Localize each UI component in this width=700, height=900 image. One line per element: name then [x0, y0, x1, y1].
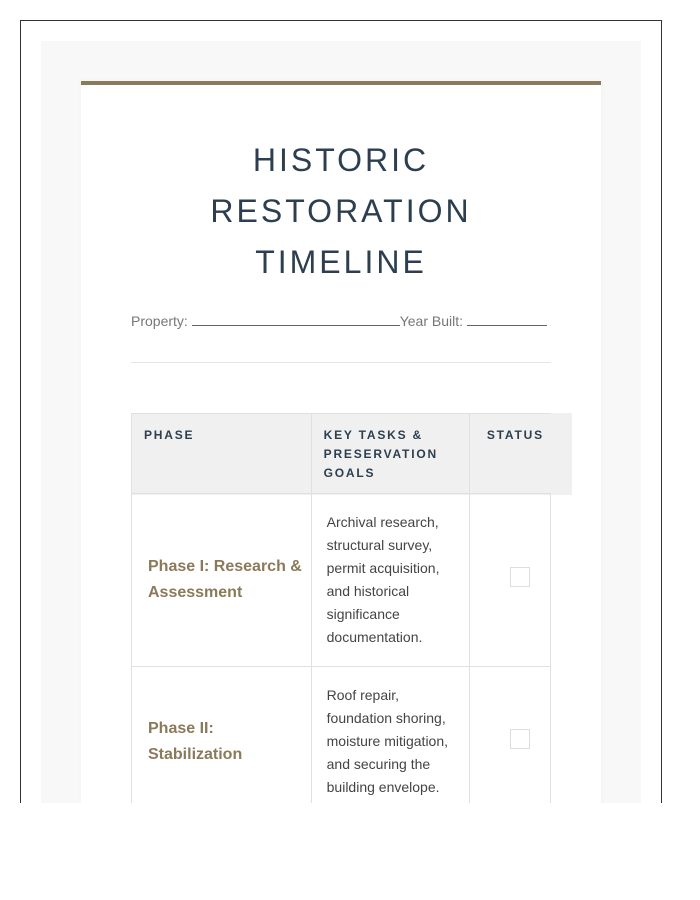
year-built-field[interactable] — [467, 311, 547, 326]
phase-tasks: Roof repair, foundation shoring, moisture mitigation, and securing the building envelope. — [311, 667, 470, 804]
phase-tasks: Archival research, structural survey, permit acquisition, and historical significance documentation. — [311, 494, 470, 667]
property-label: Property: — [131, 313, 188, 329]
divider — [131, 362, 551, 363]
timeline-table — [131, 413, 551, 803]
header-status: STATUS — [470, 414, 551, 494]
year-built-label: Year Built: — [399, 313, 464, 329]
page-frame — [20, 20, 662, 803]
status-cell — [470, 667, 551, 804]
title-line: RESTORATION — [210, 193, 472, 229]
page-title — [81, 135, 601, 288]
status-cell — [470, 494, 551, 667]
document-card — [81, 81, 601, 803]
table-row — [132, 494, 551, 667]
table-header-row — [132, 414, 551, 494]
status-checkbox[interactable] — [510, 567, 530, 587]
phase-name: Phase II: Stabilization — [132, 667, 312, 804]
title-line: HISTORIC — [252, 142, 430, 178]
header-tasks: KEY TASKS & PRESERVATION GOALS — [311, 414, 470, 494]
title-line: TIMELINE — [255, 244, 427, 280]
status-checkbox[interactable] — [510, 729, 530, 749]
header-phase: PHASE — [132, 414, 312, 494]
property-meta — [131, 311, 547, 329]
page-background — [41, 41, 641, 803]
phase-name: Phase I: Research & Assessment — [132, 494, 312, 667]
property-field[interactable] — [192, 311, 400, 326]
table-row — [132, 667, 551, 804]
